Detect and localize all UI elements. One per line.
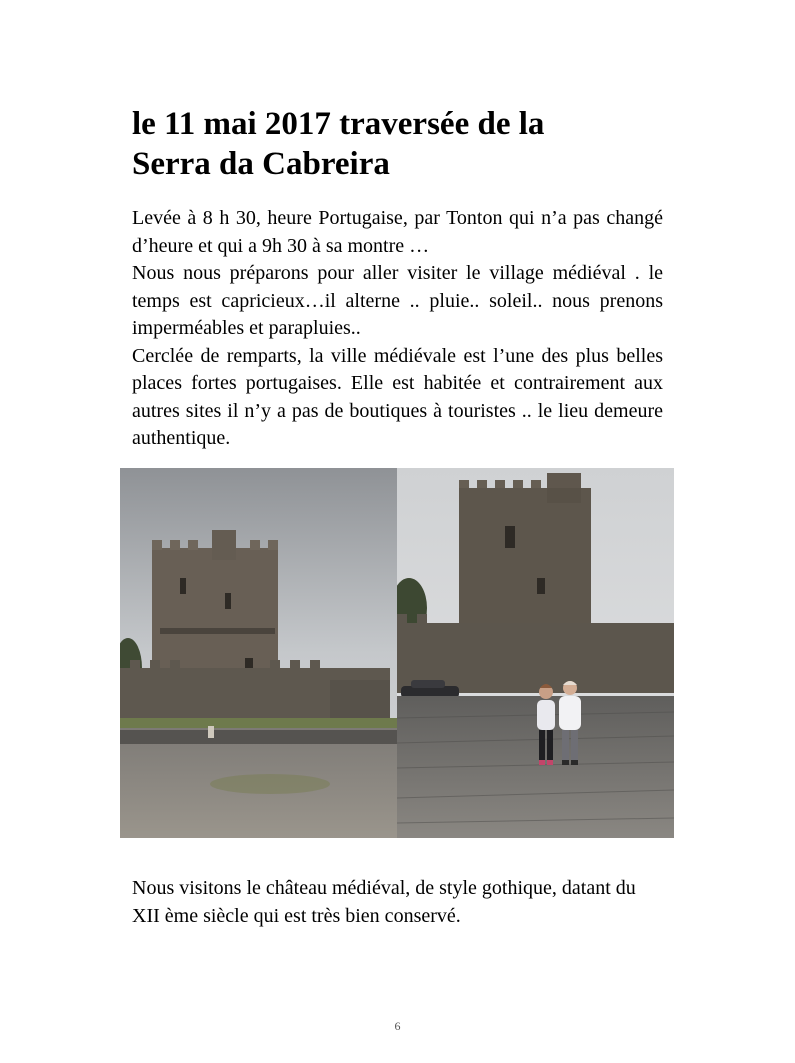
- visitors-at-castle-photo: [397, 468, 674, 838]
- photo-caption-text: Nous visitons le château médiéval, de style gothique, datant du XII ème siècle qui est très bien conservé.: [132, 877, 636, 927]
- paragraph-medieval-town: Cerclée de remparts, la ville médiévale est l’une des plus belles places fortes portugaises. Elle est habitée et contrairement aux autres sites il n’y a pas de boutiques à touristes .. le lieu demeure authentique.: [132, 344, 663, 449]
- castle-tower-image: [120, 468, 397, 838]
- page-number: 6: [394, 1019, 401, 1033]
- paragraph-preparation: Nous nous préparons pour aller visiter le village médiéval . le temps est capricieux…il alterne .. pluie.. soleil.. nous prenons imperméables et parapluies..: [132, 262, 663, 339]
- title-line-2: Serra da Cabreira: [132, 146, 390, 182]
- photo-pair: [120, 468, 674, 838]
- page-title: [132, 104, 672, 184]
- body-text: [132, 205, 663, 453]
- paragraph-wake-up: Levée à 8 h 30, heure Portugaise, par Tonton qui n’a pas changé d’heure et qui a 9h 30 à sa montre …: [132, 207, 663, 257]
- title-line-1: le 11 mai 2017 traversée de la: [132, 106, 545, 142]
- castle-tower-photo: [120, 468, 397, 838]
- visitors-at-castle-image: [397, 468, 674, 838]
